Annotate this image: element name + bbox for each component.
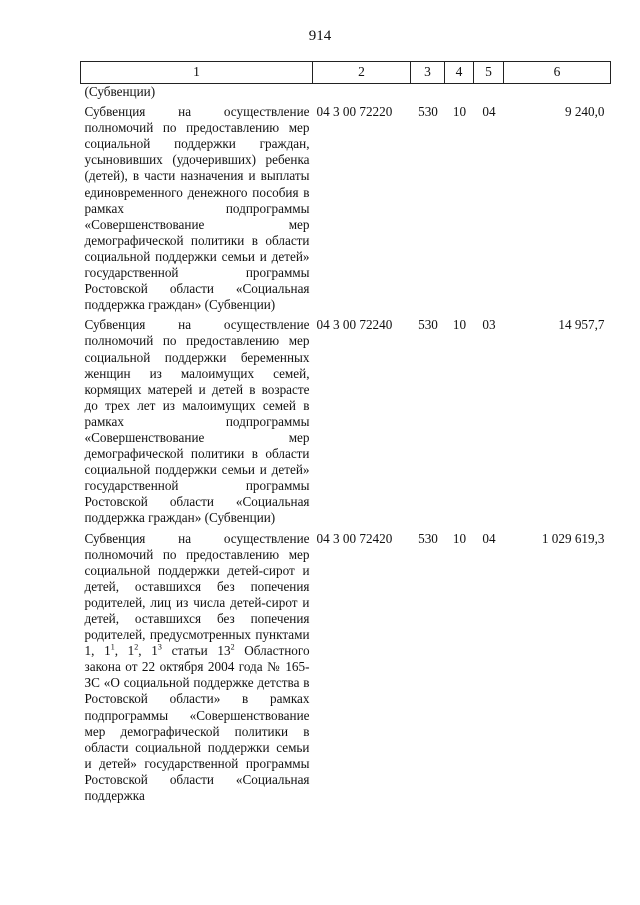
header-col-3: 3 <box>411 62 445 84</box>
row-description: Субвенция на осуществление полномочий по предоставлению мер социальной поддержки беременных женщин из малоимущих семей, кормящих матерей и детей в возрасте до трех лет из малоимущих семей в рамках подпрограммы «Совершенствование мер демографической политики в области социальной поддержки семьи и детей» государственной программы Ростовской области «Социальная поддержка граждан» (Субвенции) <box>84 317 310 526</box>
row-amount: 1 029 619,3 <box>541 530 605 546</box>
continuation-row <box>81 84 611 101</box>
row-subsection: 03 <box>482 317 496 333</box>
row-target-code: 04 3 00 72220 <box>316 104 393 120</box>
superscript: 2 <box>230 642 235 652</box>
row-expense-type: 530 <box>418 530 438 546</box>
header-col-5: 5 <box>474 62 504 84</box>
table-row <box>81 531 611 805</box>
row-section: 10 <box>452 317 467 333</box>
table-header-row <box>81 62 611 84</box>
row-subsection: 04 <box>482 104 496 120</box>
row-target-code: 04 3 00 72240 <box>316 317 393 333</box>
row-description: Субвенция на осуществление полномочий по предоставлению мер социальной поддержки граждан, усыновивших (удочеривших) ребенка (детей), в части назначения и выплаты единовременного денежного пособия в рамках подпрограммы «Совершенствование мер демографической политики в области социальной поддержки семьи и детей» государственной программы Ростовской области «Социальная поддержка граждан» (Субвенции) <box>84 104 310 313</box>
superscript: 3 <box>157 642 162 652</box>
text-fragment: , 1 <box>138 643 158 659</box>
continuation-text: (Субвенции) <box>84 84 156 99</box>
row-expense-type: 530 <box>418 317 438 333</box>
header-col-2: 2 <box>313 62 411 84</box>
row-description-start: Субвенция на осуществление полномочий по предоставлению мер социальной поддержки детей-сирот и детей, оставшихся без попечения родителей, лиц из числа детей-сирот и детей, оставшихся без попечения родителей, предусмотренных пунктами 1, 1 <box>84 530 310 659</box>
row-description <box>81 531 313 805</box>
superscript: 1 <box>110 642 115 652</box>
table-row <box>81 317 611 526</box>
page-number: 914 <box>308 28 332 44</box>
budget-table <box>80 61 611 804</box>
row-expense-type: 530 <box>418 104 438 120</box>
row-section: 10 <box>452 530 467 546</box>
text-fragment: , 1 <box>114 643 135 659</box>
row-amount: 14 957,7 <box>558 317 605 333</box>
text-fragment: статьи 13 <box>161 643 231 659</box>
superscript: 2 <box>134 642 139 652</box>
header-col-6: 6 <box>504 62 611 84</box>
row-amount: 9 240,0 <box>564 104 605 120</box>
header-col-4: 4 <box>445 62 474 84</box>
row-section: 10 <box>452 104 467 120</box>
header-col-1: 1 <box>81 62 313 84</box>
row-target-code: 04 3 00 72420 <box>316 530 393 546</box>
row-description-end: Областного закона от 22 октября 2004 года № 165-ЗС «О социальной поддержке детства в Ростовской области» в рамках подпрограммы «Совершенствование мер демографической политики в области социальной поддержки семьи и детей» государственной программы Ростовской области «Социальная поддержка <box>84 643 310 804</box>
table-row <box>81 104 611 313</box>
row-subsection: 04 <box>482 530 496 546</box>
